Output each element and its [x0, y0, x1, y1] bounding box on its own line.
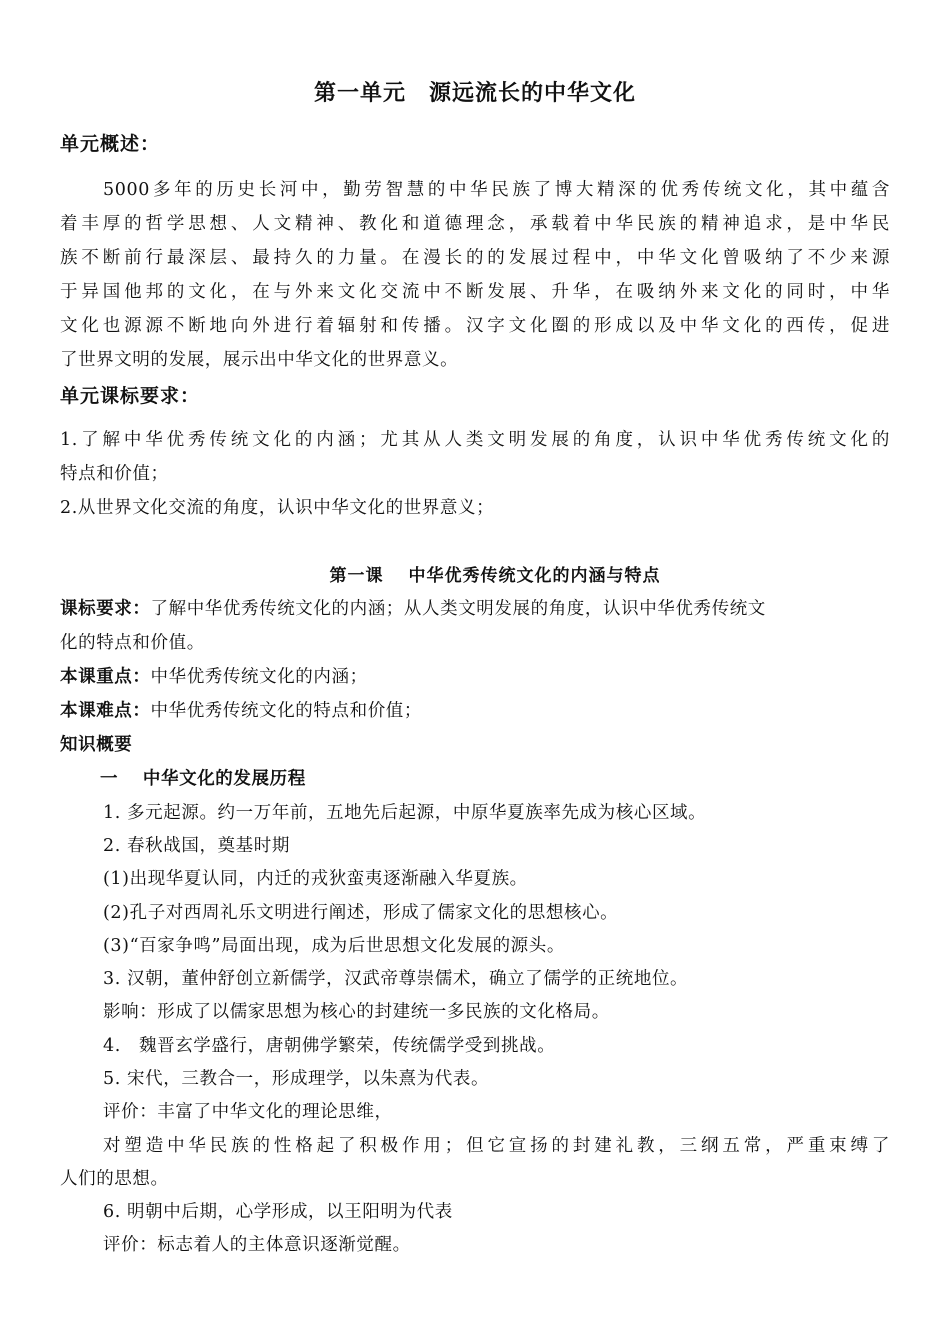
unit-title: 第一单元 源远流长的中华文化 [313, 81, 636, 106]
overview-heading: 单元概述： [60, 133, 161, 155]
standards-line: 特点和价值； [60, 464, 169, 484]
standards-line: 1.了解中华优秀传统文化的内涵；尤其从人类文明发展的角度，认识中华优秀传统文化的 [60, 430, 890, 450]
list-item: 评价：标志着人的主体意识逐渐觉醒。 [103, 1235, 411, 1255]
difficulty-label: 本课难点： [60, 701, 151, 721]
list-item: 1. 多元起源。约一万年前，五地先后起源，中原华夏族率先成为核心区域。 [103, 803, 707, 823]
overview-line: 着丰厚的哲学思想、人文精神、教化和道德理念，承载着中华民族的精神追求，是中华民 [60, 214, 890, 234]
standards-line: 2.从世界文化交流的角度，认识中华文化的世界意义； [60, 498, 495, 518]
requirement-line [60, 597, 890, 621]
list-item: 对塑造中华民族的性格起了积极作用；但它宣扬的封建礼教，三纲五常，严重束缚了 [103, 1136, 890, 1156]
focus-line [60, 665, 890, 689]
overview-line: 5000多年的历史长河中，勤劳智慧的中华民族了博大精深的优秀传统文化，其中蕴含 [103, 180, 890, 200]
requirement-line-2: 化的特点和价值。 [60, 633, 205, 653]
overview-line: 文化也源源不断地向外进行着辐射和传播。汉字文化圈的形成以及中华文化的西传，促进 [60, 316, 890, 336]
list-item: 6. 明朝中后期，心学形成，以王阳明为代表 [103, 1202, 453, 1222]
list-item: 3. 汉朝，董仲舒创立新儒学，汉武帝尊崇儒术，确立了儒学的正统地位。 [103, 969, 689, 989]
overview-line: 族不断前行最深层、最持久的力量。在漫长的的发展过程中，中华文化曾吸纳了不少来源 [60, 248, 890, 268]
section1-title: 一 中华文化的发展历程 [100, 769, 306, 789]
lesson-title: 第一课 中华优秀传统文化的内涵与特点 [329, 566, 661, 586]
list-item: (2)孔子对西周礼乐文明进行阐述，形成了儒家文化的思想核心。 [103, 903, 619, 923]
list-item: 2. 春秋战国，奠基时期 [103, 836, 290, 856]
standards-heading: 单元课标要求： [60, 385, 201, 407]
focus-label: 本课重点： [60, 667, 151, 687]
list-item: 评价：丰富了中华文化的理论思维， [103, 1102, 393, 1122]
overview-line: 于异国他邦的文化，在与外来文化交流中不断发展、升华，在吸纳外来文化的同时，中华 [60, 282, 890, 302]
difficulty-line [60, 699, 890, 723]
list-item: 5. 宋代，三教合一，形成理学，以朱熹为代表。 [103, 1069, 490, 1089]
overview-label: 知识概要 [60, 735, 133, 755]
list-item: 人们的思想。 [60, 1169, 169, 1189]
requirement-text: 了解中华优秀传统文化的内涵；从人类文明发展的角度，认识中华优秀传统文 [150, 599, 766, 619]
overview-line: 了世界文明的发展，展示出中华文化的世界意义。 [60, 350, 459, 370]
list-item: (1)出现华夏认同，内迁的戎狄蛮夷逐渐融入华夏族。 [103, 869, 528, 889]
difficulty-text: 中华优秀传统文化的特点和价值； [150, 701, 422, 721]
list-item: 影响：形成了以儒家思想为核心的封建统一多民族的文化格局。 [103, 1002, 610, 1022]
requirement-label: 课标要求： [60, 599, 151, 619]
list-item: 4. 魏晋玄学盛行，唐朝佛学繁荣，传统儒学受到挑战。 [103, 1036, 556, 1056]
focus-text: 中华优秀传统文化的内涵； [150, 667, 368, 687]
list-item: (3)“百家争鸣”局面出现，成为后世思想文化发展的源头。 [103, 936, 565, 956]
